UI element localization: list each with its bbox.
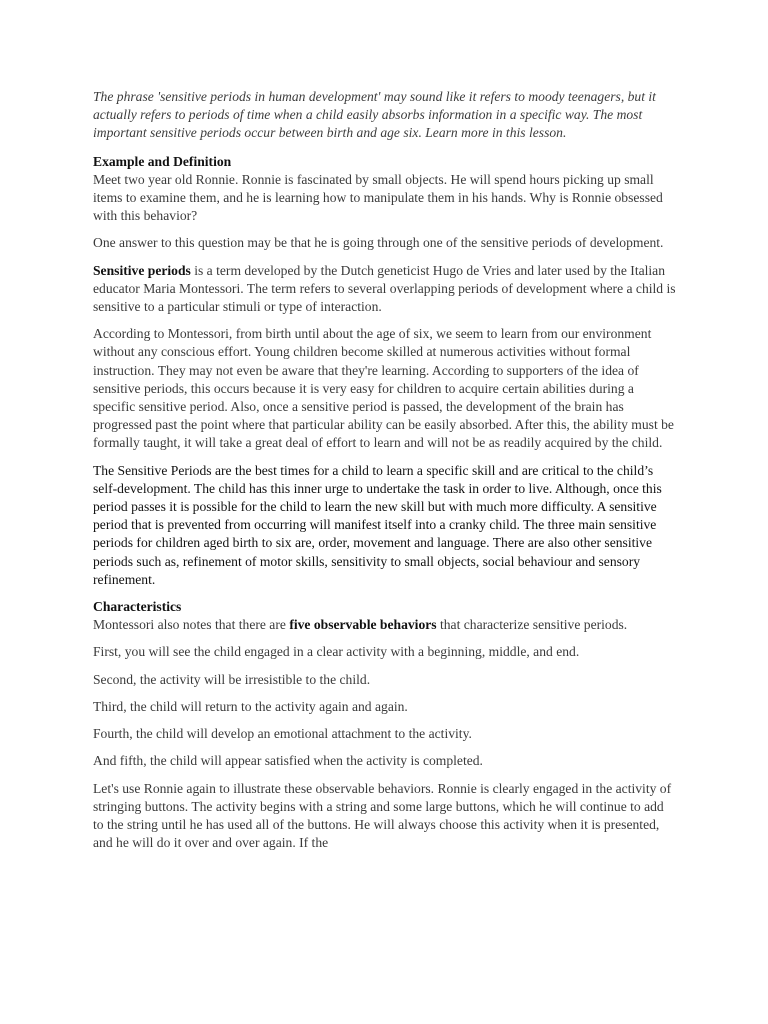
document-page (93, 88, 677, 852)
five-behaviors-tail: that characterize sensitive periods. (436, 617, 628, 633)
paragraph-best-times: The Sensitive Periods are the best times for a child to learn a specific skill and are critical to the child’s self-development. The child has this inner urge to undertake the task in order to live. Although, once this period passes it is possible for the child to learn the new skill but with much more difficulty. A sensitive period that is prevented from occurring will manifest itself into a cranky child. The three main sensitive periods for children aged birth to six are, order, movement and language. There are also other sensitive periods such as, refinement of motor skills, sensitivity to small objects, social behaviour and sensory refinement. (93, 462, 662, 587)
five-behaviors-bold: five observable behaviors (289, 617, 437, 633)
behavior-first: First, you will see the child engaged in a clear activity with a beginning, middle, and end. (93, 644, 580, 660)
paragraph-five-behaviors (93, 616, 677, 634)
section-heading-example-definition: Example and Definition (93, 153, 232, 169)
section-heading-characteristics: Characteristics (93, 599, 182, 615)
behavior-fifth: And fifth, the child will appear satisfied when the activity is completed. (93, 753, 483, 769)
paragraph-one-answer: One answer to this question may be that he is going through one of the sensitive periods of development. (93, 235, 664, 251)
five-behaviors-lead: Montessori also notes that there are (93, 617, 290, 633)
paragraph-according-montessori: According to Montessori, from birth until about the age of six, we seem to learn from our environment without any conscious effort. Young children become skilled at numerous activities without formal instruction. They may not even be aware that they're learning. According to supporters of the idea of sensitive periods, this occurs because it is very easy for children to acquire certain abilities during a specific sensitive period. Also, once a sensitive period is passed, the development of the brain has progressed past the point where that particular ability can be easily absorbed. After this, the ability must be formally taught, it will take a great deal of effort to learn and will not be as readily acquired by the child. (93, 326, 674, 451)
behavior-second: Second, the activity will be irresistible to the child. (93, 671, 371, 687)
paragraph-sensitive-periods-definition (93, 262, 677, 317)
term-sensitive-periods: Sensitive periods (93, 262, 191, 278)
intro-paragraph: The phrase 'sensitive periods in human development' may sound like it refers to moody teenagers, but it actually refers to periods of time when a child easily absorbs information in a specific way. The most important sensitive periods occur between birth and age six. Learn more in this lesson. (93, 89, 656, 141)
behavior-third: Third, the child will return to the activity again and again. (93, 698, 408, 714)
definition-text: is a term developed by the Dutch geneticist Hugo de Vries and later used by the Italian educator Maria Montessori. The term refers to several overlapping periods of development where a child is sensitive to a particular stimuli or type of interaction. (93, 262, 676, 315)
behavior-fourth: Fourth, the child will develop an emotional attachment to the activity. (93, 726, 472, 742)
paragraph-ronnie-intro: Meet two year old Ronnie. Ronnie is fascinated by small objects. He will spend hours picking up small items to examine them, and he is learning how to manipulate them in his hands. Why is Ronnie obsessed with this behavior? (93, 171, 663, 224)
paragraph-ronnie-buttons: Let's use Ronnie again to illustrate these observable behaviors. Ronnie is clearly engaged in the activity of stringing buttons. The activity begins with a string and some large buttons, which he will continue to add to the string until he has used all of the buttons. He will always choose this activity when it is presented, and he will do it over and over again. If the (93, 780, 672, 851)
